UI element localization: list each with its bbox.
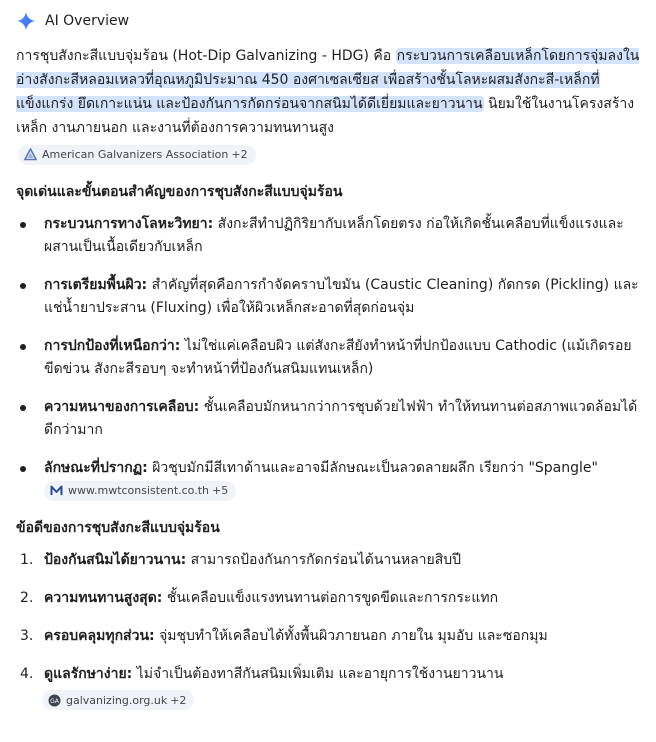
list-item-number: 1. <box>20 551 34 568</box>
intro-highlight: กระบวนการเคลือบเหล็กโดยการจุ่มลงในอ่างสังกะสีหลอมเหลวที่อุณหภูมิประมาณ 450 องศาเซลเซียส เพื่อสร้างชั้นโลหะผสมสังกะสี-เหล็กที่แข็งแกร่ง ยึดเกาะแน่น และป้องกันการกัดกร่อนจากสนิมได้ดีเยี่ยมและยาวนาน <box>16 48 640 112</box>
advantages-list <box>16 549 644 686</box>
section-heading-highlights: จุดเด่นและขั้นตอนสำคัญของการชุบสังกะสีแบบจุ่มร้อน <box>16 183 343 200</box>
gemini-sparkle-icon <box>16 11 36 31</box>
list-item-number: 4. <box>20 665 34 682</box>
source-chip-galvanizing[interactable] <box>42 690 194 710</box>
source-chip-aga[interactable] <box>18 145 256 165</box>
list-item-text: ไม่ใช่แค่เคลือบผิว แต่สังกะสียังทำหน้าที่ปกป้องแบบ Cathodic (แม้เกิดรอยขีดข่วน สังกะสีรอบๆ จะทำหน้าที่ป้องกันสนิมแทนเหล็ก) <box>44 337 632 377</box>
list-item-label: การเตรียมพื้นผิว: <box>44 276 148 293</box>
bullet-icon <box>20 405 26 411</box>
list-item <box>16 663 644 686</box>
list-item <box>16 274 644 320</box>
list-item-text: ชั้นเคลือบแข็งแรงทนทานต่อการขูดขีดและการกระแทก <box>162 589 499 606</box>
list-item <box>16 625 644 648</box>
list-item-text: จุ่มชุบทำให้เคลือบได้ทั้งพื้นผิวภายนอก ภายใน มุมอับ และซอกมุม <box>154 627 548 644</box>
list-item <box>16 549 644 572</box>
list-item <box>16 213 644 259</box>
section-heading-advantages: ข้อดีของการชุบสังกะสีแบบจุ่มร้อน <box>16 519 220 536</box>
ga-logo-icon <box>48 694 61 707</box>
source-chip-more: +2 <box>170 693 187 707</box>
bullet-icon <box>20 222 26 228</box>
source-chip-more: +2 <box>231 148 248 161</box>
list-item-label: ความหนาของการเคลือบ: <box>44 398 200 415</box>
source-chip-mwt[interactable] <box>44 481 236 501</box>
list-item <box>16 335 644 381</box>
intro-paragraph <box>16 44 644 140</box>
highlights-list <box>16 213 644 503</box>
ai-overview-header <box>16 8 644 34</box>
list-item-label: การปกป้องที่เหนือกว่า: <box>44 337 181 354</box>
source-chip-name: www.mwtconsistent.co.th <box>68 484 209 497</box>
list-item-label: ลักษณะที่ปรากฏ: <box>44 459 148 476</box>
list-item <box>16 587 644 610</box>
intro-text-post: นิยมใช้ในงานโครงสร้างเหล็ก งานภายนอก และงานที่ต้องการความทนทานสูง <box>16 96 635 136</box>
list-item-text: สังกะสีทำปฏิกิริยากับเหล็กโดยตรง ก่อให้เกิดชั้นเคลือบที่แข็งแรงและผสานเป็นเนื้อเดียวกับเหล็ก <box>44 215 624 255</box>
ai-overview-title: AI Overview <box>45 13 130 29</box>
list-item <box>16 396 644 442</box>
list-item-text: สามารถป้องกันการกัดกร่อนได้นานหลายสิบปี <box>186 551 462 568</box>
list-item-number: 2. <box>20 589 34 606</box>
list-item-label: กระบวนการทางโลหะวิทยา: <box>44 215 214 232</box>
source-chip-more: +5 <box>212 484 229 497</box>
bullet-icon <box>20 283 26 289</box>
aga-logo-icon <box>24 148 37 161</box>
mwt-logo-icon <box>50 484 63 497</box>
list-item-text: ชั้นเคลือบมักหนากว่าการชุบด้วยไฟฟ้า ทำให้ทนทานต่อสภาพแวดล้อมได้ดีกว่ามาก <box>44 398 638 438</box>
list-item-text: ไม่จำเป็นต้องทาสีกันสนิมเพิ่มเติม และอายุการใช้งานยาวนาน <box>132 665 504 682</box>
list-item-label: ครอบคลุมทุกส่วน: <box>44 627 155 644</box>
list-item-label: ป้องกันสนิมได้ยาวนาน: <box>44 551 187 568</box>
intro-text-pre: การชุบสังกะสีแบบจุ่มร้อน (Hot-Dip Galvanizing - HDG) คือ <box>16 48 396 64</box>
list-item-label: ดูแลรักษาง่าย: <box>44 665 133 682</box>
svg-text:GA: GA <box>50 697 59 705</box>
list-item <box>16 457 644 503</box>
bullet-icon <box>20 344 26 350</box>
list-item-label: ความทนทานสูงสุด: <box>44 589 163 606</box>
source-chip-name: American Galvanizers Association <box>42 148 229 161</box>
list-item-text: สำคัญที่สุดคือการกำจัดคราบไขมัน (Caustic Cleaning) กัดกรด (Pickling) และแช่น้ำยาประสาน (Fluxing) เพื่อให้ผิวเหล็กสะอาดที่สุดก่อนจุ่ม <box>44 276 639 316</box>
source-chip-name: galvanizing.org.uk <box>66 693 168 707</box>
list-item-text: ผิวชุบมักมีสีเทาด้านและอาจมีลักษณะเป็นลวดลายผลึก เรียกว่า "Spangle" <box>147 459 598 476</box>
list-item-number: 3. <box>20 627 34 644</box>
bullet-icon <box>20 466 26 472</box>
